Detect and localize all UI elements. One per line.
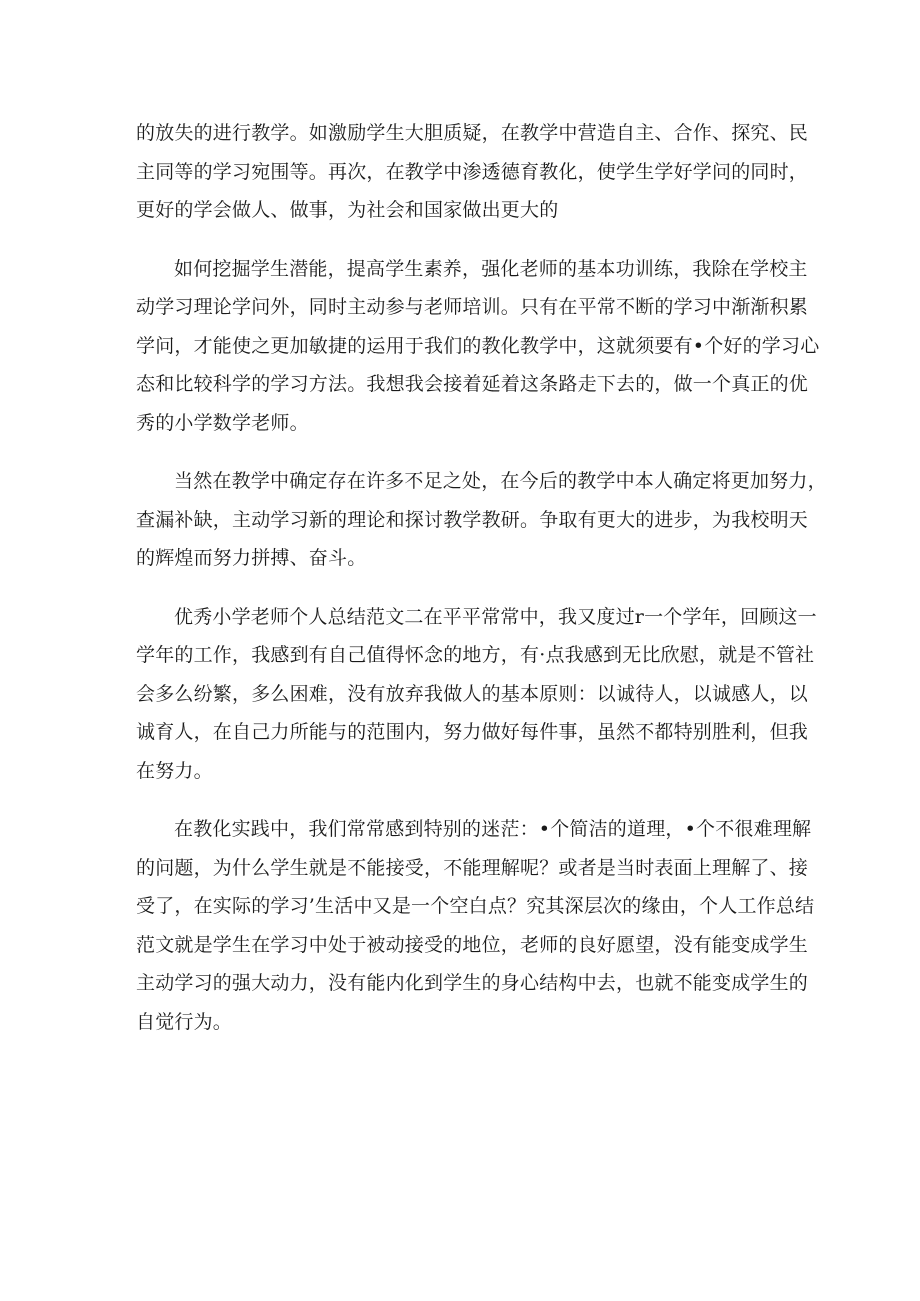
paragraph-line: 自觉行为。 bbox=[136, 1010, 233, 1033]
paragraph-line: 受了，在实际的学习’生活中又是一个空白点？究其深层次的缘由，个人工作总结 bbox=[136, 895, 815, 917]
paragraph-line: 查漏补缺，主动学习新的理论和探讨教学教研。争取有更大的进步，为我校明天 bbox=[136, 508, 809, 531]
paragraph-line: 的辉煌而努力拼搏、奋斗。 bbox=[136, 547, 367, 569]
paragraph-line: 在教化实践中，我们常常感到特别的迷茫：•个简洁的道理，•个不很难理解 bbox=[174, 818, 812, 840]
paragraph-5 bbox=[136, 810, 815, 1041]
paragraph-line: 动学习理论学问外，同时主动参与老师培训。只有在平常不断的学习中渐渐积累 bbox=[136, 296, 809, 318]
paragraph-line: 诚育人，在自己力所能与的范围内，努力做好每件事，虽然不都特别胜利，但我 bbox=[136, 721, 809, 743]
paragraph-line: 如何挖掘学生潜能，提高学生素养，强化老师的基本功训练，我除在学校主 bbox=[174, 257, 808, 280]
paragraph-line: 优秀小学老师个人总结范文二在平平常常中，我又度过r一个学年，回顾这一 bbox=[174, 605, 817, 628]
paragraph-line: 学问，才能使之更加敏捷的运用于我们的教化教学中，这就须要有•个好的学习心 bbox=[136, 334, 820, 357]
paragraph-4 bbox=[136, 598, 817, 791]
paragraph-3 bbox=[136, 462, 827, 578]
paragraph-line: 秀的小学数学老师。 bbox=[136, 411, 309, 434]
paragraph-1 bbox=[136, 114, 809, 230]
document-body bbox=[136, 114, 827, 1041]
paragraph-line: 主动学习的强大动力，没有能内化到学生的身心结构中去，也就不能变成学生的 bbox=[136, 972, 809, 994]
paragraph-line: 更好的学会做人、做事，为社会和国家做出更大的 bbox=[136, 199, 559, 221]
paragraph-line: 范文就是学生在学习中处于被动接受的地位，老师的良好愿望，没有能变成学生 bbox=[136, 933, 809, 956]
paragraph-line: 会多么纷繁，多么困难，没有放弃我做人的基本原则：以诚待人，以诚感人，以 bbox=[136, 682, 809, 705]
paragraph-2 bbox=[136, 250, 820, 443]
paragraph-line: 当然在教学中确定存在许多不足之处，在今后的教学中本人确定将更加努力， bbox=[174, 470, 827, 492]
paragraph-line: 在努力。 bbox=[136, 759, 213, 782]
paragraph-line: 学年的工作，我感到有自己值得怀念的地方，有·点我感到无比欣慰，就是不管社 bbox=[136, 644, 815, 666]
paragraph-line: 主同等的学习宛围等。再次，在教学中渗透德育教化，使学生学好学问的同时， bbox=[136, 160, 809, 183]
paragraph-line: 态和比较科学的学习方法。我想我会接着延着这条路走下去的，做一个真正的优 bbox=[136, 373, 809, 395]
paragraph-line: 的问题，为什么学生就是不能接受，不能理解呢？或者是当时表面上理解了、接 bbox=[136, 856, 809, 879]
paragraph-line: 的放失的进行教学。如激励学生大胆质疑，在教学中营造自主、合作、探究、民 bbox=[136, 122, 809, 144]
